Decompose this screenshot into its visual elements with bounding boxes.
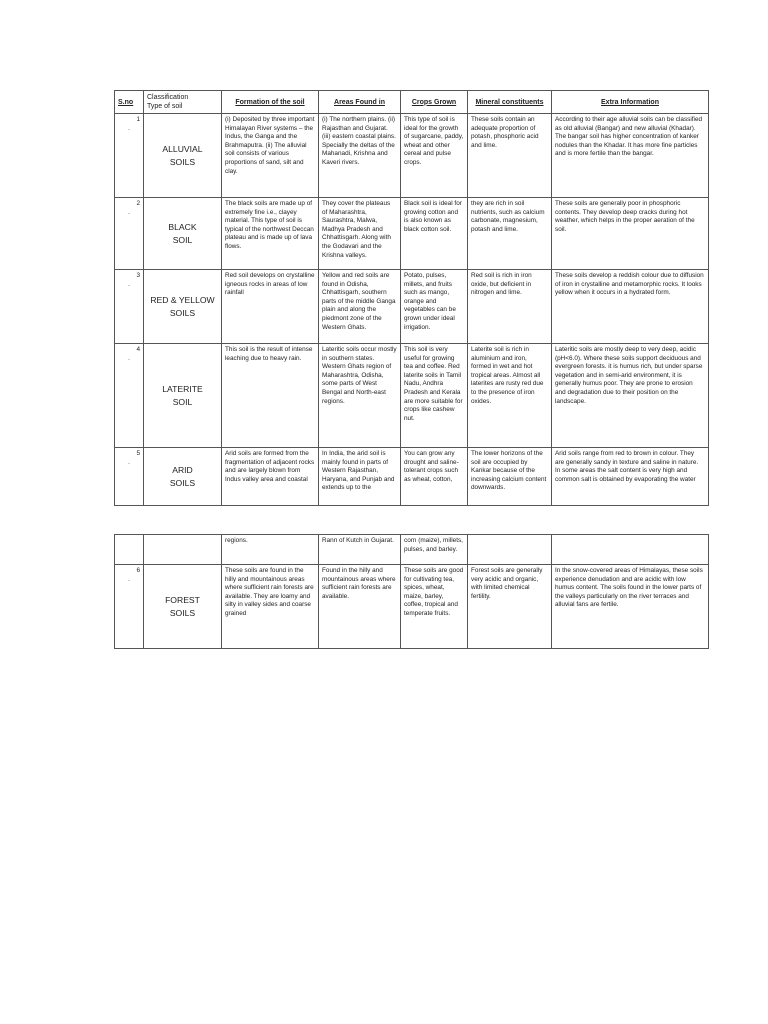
formation-cell: Red soil develops on crystalline igneous rocks in areas of low rainfall	[222, 270, 319, 344]
extra-cell: Arid soils range from red to brown in colour. They are generally sandy in texture and saline in nature. In some areas the salt content is very high and common salt is obtained by evaporating the water	[552, 448, 709, 506]
crops-cell: You can grow any drought and saline-tolerant crops such as wheat, cotton,	[401, 448, 468, 506]
row-sno: 2 .	[115, 198, 144, 270]
table-row	[115, 114, 709, 198]
soil-type-cell: RED & YELLOW SOILS	[144, 270, 222, 344]
areas-cell: Yellow and red soils are found in Odisha, Chhattisgarh, southern parts of the middle Ganga plain and along the piedmont zone of the Western Ghats.	[319, 270, 401, 344]
extra-cell: In the snow-covered areas of Himalayas, these soils experience denudation and are acidic with low humus content. The soils found in the lower parts of the valleys particularly on the river terraces and alluvial fans are fertile.	[552, 565, 709, 649]
soil-type-cell: ARID SOILS	[144, 448, 222, 506]
areas-cell: They cover the plateaus of Maharashtra, Saurashtra, Malwa, Madhya Pradesh and Chhattisgarh. Along with the Godavari and the Krishna valleys.	[319, 198, 401, 270]
soil-type-cell: FOREST SOILS	[144, 565, 222, 649]
areas-cell: Rann of Kutch in Gujarat.	[319, 535, 401, 565]
extra-cell: These soils develop a reddish colour due to diffusion of iron in crystalline and metamorphic rocks. It looks yellow when it occurs in a hydrated form.	[552, 270, 709, 344]
table-row	[115, 344, 709, 448]
header-minerals: Mineral constituents	[468, 91, 552, 114]
row-sno: 6 .	[115, 565, 144, 649]
row-sno: 3 .	[115, 270, 144, 344]
formation-cell: regions.	[222, 535, 319, 565]
header-crops: Crops Grown	[401, 91, 468, 114]
formation-cell: This soil is the result of intense leaching due to heavy rain.	[222, 344, 319, 448]
extra-cell: According to their age alluvial soils can be classified as old alluvial (Bangar) and new alluvial (Khadar). The bangar soil has higher concentration of kanker nodules than the Khadar. It has more fine particles and is more fertile than the bangar.	[552, 114, 709, 198]
crops-cell: This type of soil is ideal for the growth of sugarcane, paddy, wheat and other cereal and pulse crops.	[401, 114, 468, 198]
minerals-cell: The lower horizons of the soil are occupied by Kankar because of the increasing calcium content downwards.	[468, 448, 552, 506]
soil-table-part-2	[114, 534, 709, 649]
header-areas: Areas Found in	[319, 91, 401, 114]
minerals-cell: Red soil is rich in iron oxide, but deficient in nitrogen and lime.	[468, 270, 552, 344]
extra-cell: These soils are generally poor in phosphoric contents. They develop deep cracks during hot weather, which helps in the proper aeration of the soil.	[552, 198, 709, 270]
soil-type-cell: LATERITE SOIL	[144, 344, 222, 448]
extra-cell: Lateritic soils are mostly deep to very deep, acidic (pH<6.0). Where these soils support deciduous and evergreen forests. it is humus rich, but under sparse vegetation and in semi-arid environment, it is generally humus poor. They are prone to erosion and degradation due to their position on the landscape.	[552, 344, 709, 448]
areas-cell: (i) The northern plains. (ii) Rajasthan and Gujarat. (iii) eastern coastal plains. Specially the deltas of the Mahanadi, Krishna and Kaveri rivers.	[319, 114, 401, 198]
table-header-row	[115, 91, 709, 114]
header-classification	[144, 91, 222, 114]
crops-cell: These soils are good for cultivating tea, spices, wheat, maize, barley, coffee, tropical and temperate fruits.	[401, 565, 468, 649]
row-sno: 1 .	[115, 114, 144, 198]
areas-cell: Lateritic soils occur mostly in southern states. Western Ghats region of Maharashtra, Odisha, some parts of West Bengal and North-east regions.	[319, 344, 401, 448]
minerals-cell: they are rich in soil nutrients, such as calcium carbonate, magnesium, potash and lime.	[468, 198, 552, 270]
soil-type-cell	[144, 535, 222, 565]
minerals-cell: Forest soils are generally very acidic and organic, with limited chemical fertility.	[468, 565, 552, 649]
row-sno	[115, 535, 144, 565]
minerals-cell	[468, 535, 552, 565]
header-classification-line1: Classification	[147, 94, 189, 101]
crops-cell: Black soil is ideal for growing cotton and is also known as black cotton soil.	[401, 198, 468, 270]
crops-cell: corn (maize), millets, pulses, and barley.	[401, 535, 468, 565]
formation-cell: Arid soils are formed from the fragmentation of adjacent rocks and are largely blown from Indus valley area and coastal	[222, 448, 319, 506]
header-formation: Formation of the soil	[222, 91, 319, 114]
soil-type-cell: BLACK SOIL	[144, 198, 222, 270]
soil-type-cell: ALLUVIAL SOILS	[144, 114, 222, 198]
header-extra: Extra Information	[552, 91, 709, 114]
table-row	[115, 565, 709, 649]
soil-table-part-1	[114, 90, 709, 506]
header-sno: S.no	[115, 91, 144, 114]
areas-cell: Found in the hilly and mountainous areas where sufficient rain forests are available.	[319, 565, 401, 649]
crops-cell: Potato, pulses, millets, and fruits such as mango, orange and vegetables can be grown under ideal irrigation.	[401, 270, 468, 344]
formation-cell: (i) Deposited by three important Himalayan River systems – the Indus, the Ganga and the Brahmaputra. (ii) The alluvial soil consists of various proportions of sand, silt and clay.	[222, 114, 319, 198]
minerals-cell: Laterite soil is rich in aluminium and iron, formed in wet and hot tropical areas. Almost all laterites are rusty red due to the presence of iron oxides.	[468, 344, 552, 448]
row-sno: 4 .	[115, 344, 144, 448]
table-row	[115, 198, 709, 270]
table-row	[115, 270, 709, 344]
formation-cell: These soils are found in the hilly and mountainous areas where sufficient rain forests are available. They are loamy and silty in valley sides and coarse grained	[222, 565, 319, 649]
crops-cell: This soil is very useful for growing tea and coffee. Red laterite soils in Tamil Nadu, Andhra Pradesh and Kerala are more suitable for crops like cashew nut.	[401, 344, 468, 448]
minerals-cell: These soils contain an adequate proportion of potash, phosphoric acid and lime.	[468, 114, 552, 198]
extra-cell	[552, 535, 709, 565]
formation-cell: The black soils are made up of extremely fine i.e., clayey material. This type of soil is typical of the northwest Deccan plateau and is made up of lava flows.	[222, 198, 319, 270]
row-sno: 5 .	[115, 448, 144, 506]
table-row-continuation	[115, 535, 709, 565]
table-row	[115, 448, 709, 506]
areas-cell: In India, the arid soil is mainly found in parts of Western Rajasthan, Haryana, and Punjab and extends up to the	[319, 448, 401, 506]
header-classification-line2: Type of soil	[147, 103, 183, 110]
